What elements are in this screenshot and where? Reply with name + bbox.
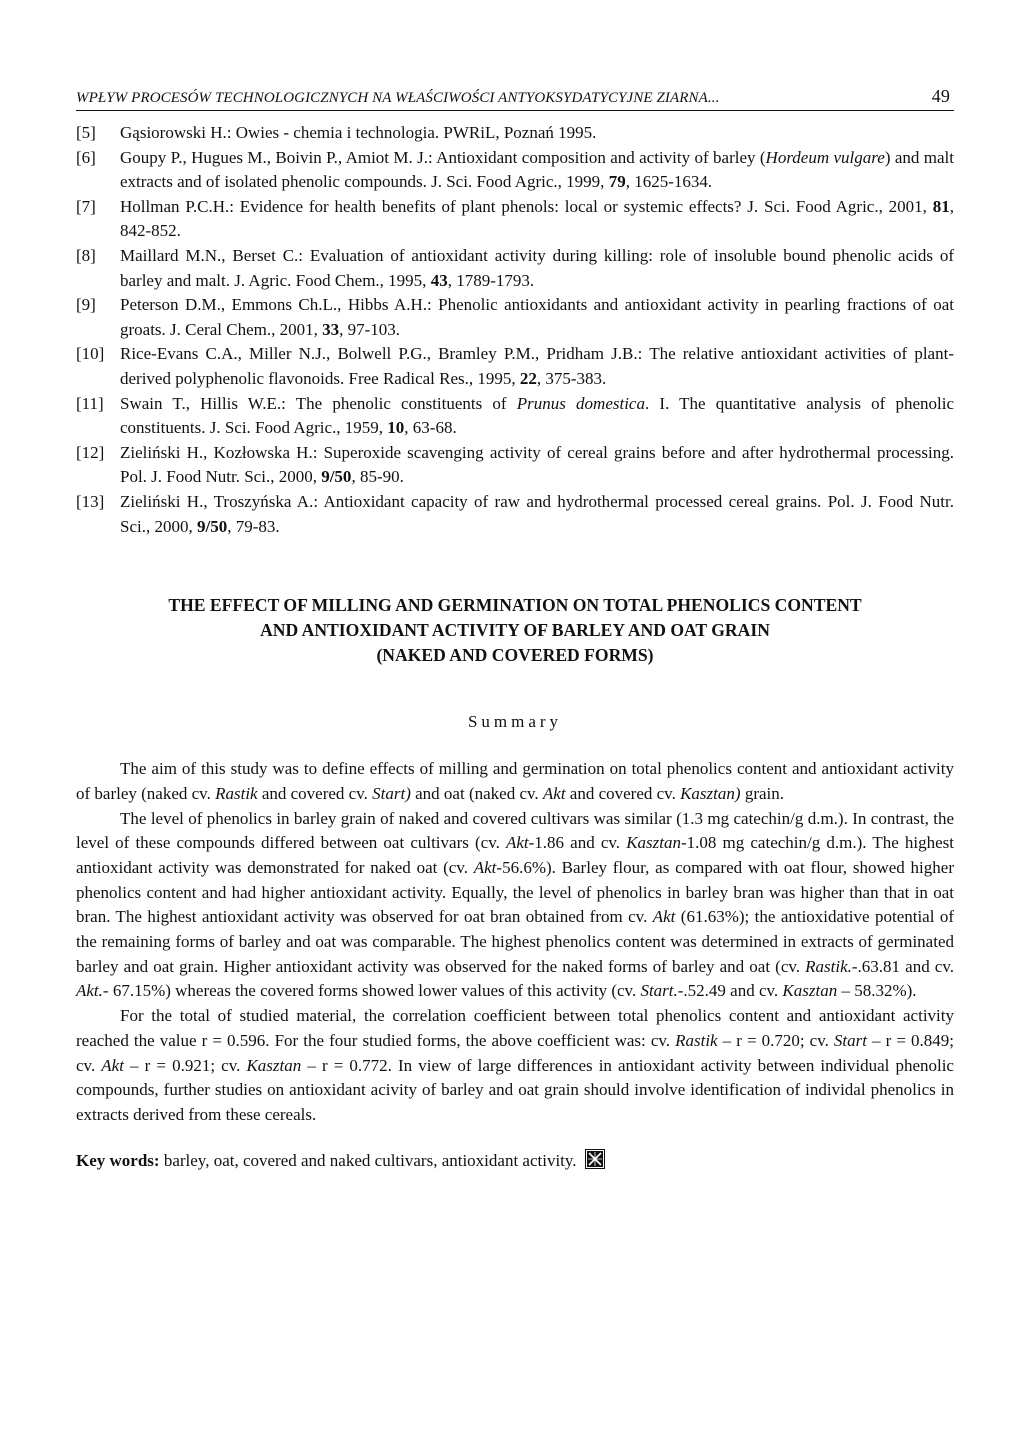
article-title — [76, 593, 954, 668]
reference-number: [13] — [76, 491, 105, 511]
page — [76, 86, 954, 1173]
summary-heading: Summary — [467, 712, 563, 732]
running-header — [76, 86, 954, 111]
reference-text: Swain T., Hillis W.E.: The phenolic constituents of Prunus domestica. I. The quantitative analysis of phenolic constituents. J. Sci. Food Agric., 1959, 10, 63-68. — [120, 393, 954, 438]
reference-number: [9] — [76, 295, 96, 315]
reference-item — [76, 441, 954, 490]
reference-item — [76, 195, 954, 244]
reference-list — [76, 121, 954, 539]
summary-body — [76, 757, 954, 1128]
reference-item — [76, 490, 954, 539]
summary-paragraph: The aim of this study was to define effects of milling and germination on total phenolics content and antioxidant activity of barley (naked cv. Rastik and covered cv. Start) and oat (naked cv. Akt and covered cv. Kasztan) grain. — [76, 759, 954, 803]
reference-number: [8] — [76, 245, 96, 265]
summary-paragraph: For the total of studied material, the correlation coefficient between total phenolics content and antioxidant activity reached the value r = 0.596. For the four studied forms, the above coefficient was: cv. Rastik – r = 0.720; cv. Start – r = 0.849; cv. Akt – r = 0.921; cv. Kasztan – r = 0.772. In view of large differences in antioxidant activity between individual phenolic compounds, further studies on antioxidant acivity of barley and oat grain should involve identification of individal phenolics in extracts derived from these cereals. — [76, 1006, 954, 1124]
title-line: AND ANTIOXIDANT ACTIVITY OF BARLEY AND OAT GRAIN — [260, 620, 770, 641]
reference-number: [10] — [76, 344, 105, 364]
title-line: THE EFFECT OF MILLING AND GERMINATION ON TOTAL PHENOLICS CONTENT — [168, 595, 862, 616]
reference-text: Peterson D.M., Emmons Ch.L., Hibbs A.H.: Phenolic antioxidants and antioxidant activity in pearling fractions of oat groats. J. Ceral Chem., 2001, 33, 97-103. — [120, 295, 954, 339]
keywords-label: Key words: — [76, 1150, 160, 1170]
title-line: (NAKED AND COVERED FORMS) — [376, 645, 654, 666]
reference-text: Maillard M.N., Berset C.: Evaluation of antioxidant activity during killing: role of insoluble bound phenolic acids of barley and malt. J. Agric. Food Chem., 1995, 43, 1789-1793. — [120, 245, 954, 290]
keywords-text: barley, oat, covered and naked cultivars, antioxidant activity. — [159, 1150, 577, 1170]
reference-item — [76, 342, 954, 391]
reference-item — [76, 146, 954, 195]
page-number: 49 — [931, 86, 950, 106]
summary-paragraph: The level of phenolics in barley grain of naked and covered cultivars was similar (1.3 mg catechin/g d.m.). In contrast, the level of these compounds differed between oat cultivars (cv. Akt-1.86 and cv. Kasztan-1.08 mg catechin/g d.m.). The highest antioxidant activity was demonstrated for naked oat (cv. Akt-56.6%). Barley flour, as compared with oat flour, showed higher phenolics content and had higher antioxidant activity. Equally, the level of phenolics in barley bran was higher than that in oat bran. The highest antioxidant activity was observed for oat bran obtained from cv. Akt (61.63%); the antioxidative potential of the remaining forms of barley and oat was comparable. The highest phenolics content was determined in extracts of germinated barley and oat grain. Higher antioxidant activity was observed for the naked forms of barley and oat (cv. Rastik.-.63.81 and cv. Akt.- 67.15%) whereas the covered forms showed lower values of this activity (cv. Start.-.52.49 and cv. Kasztan – 58.32%). — [76, 808, 955, 1001]
reference-number: [5] — [76, 123, 96, 142]
reference-number: [7] — [76, 196, 96, 216]
reference-item — [76, 392, 954, 441]
reference-item — [76, 293, 954, 342]
reference-item — [76, 121, 954, 146]
end-mark-icon — [585, 1149, 605, 1169]
keywords — [76, 1149, 954, 1173]
reference-number: [6] — [76, 147, 96, 167]
running-title: WPŁYW PROCESÓW TECHNOLOGICZNYCH NA WŁAŚCIWOŚCI ANTYOKSYDATYCYJNE ZIARNA... — [76, 90, 720, 106]
reference-text: Zieliński H., Kozłowska H.: Superoxide scavenging activity of cereal grains before and after hydrothermal processing. Pol. J. Food Nutr. Sci., 2000, 9/50, 85-90. — [120, 442, 954, 487]
reference-item — [76, 244, 954, 293]
reference-text: Gąsiorowski H.: Owies - chemia i technologia. PWRiL, Poznań 1995. — [120, 123, 597, 142]
reference-number: [11] — [76, 393, 104, 413]
reference-number: [12] — [76, 442, 105, 462]
reference-text: Goupy P., Hugues M., Boivin P., Amiot M. J.: Antioxidant composition and activity of barley (Hordeum vulgare) and malt extracts and of isolated phenolic compounds. J. Sci. Food Agric., 1999, 79, 1625-1634. — [120, 147, 954, 192]
reference-text: Zieliński H., Troszyńska A.: Antioxidant capacity of raw and hydrothermal processed cereal grains. Pol. J. Food Nutr. Sci., 2000, 9/50, 79-83. — [120, 491, 954, 536]
reference-text: Rice-Evans C.A., Miller N.J., Bolwell P.G., Bramley P.M., Pridham J.B.: The relative antioxidant activities of plant-derived polyphenolic flavonoids. Free Radical Res., 1995, 22, 375-383. — [120, 344, 954, 388]
reference-text: Hollman P.C.H.: Evidence for health benefits of plant phenols: local or systemic effects? J. Sci. Food Agric., 2001, 81, 842-852. — [120, 196, 954, 241]
